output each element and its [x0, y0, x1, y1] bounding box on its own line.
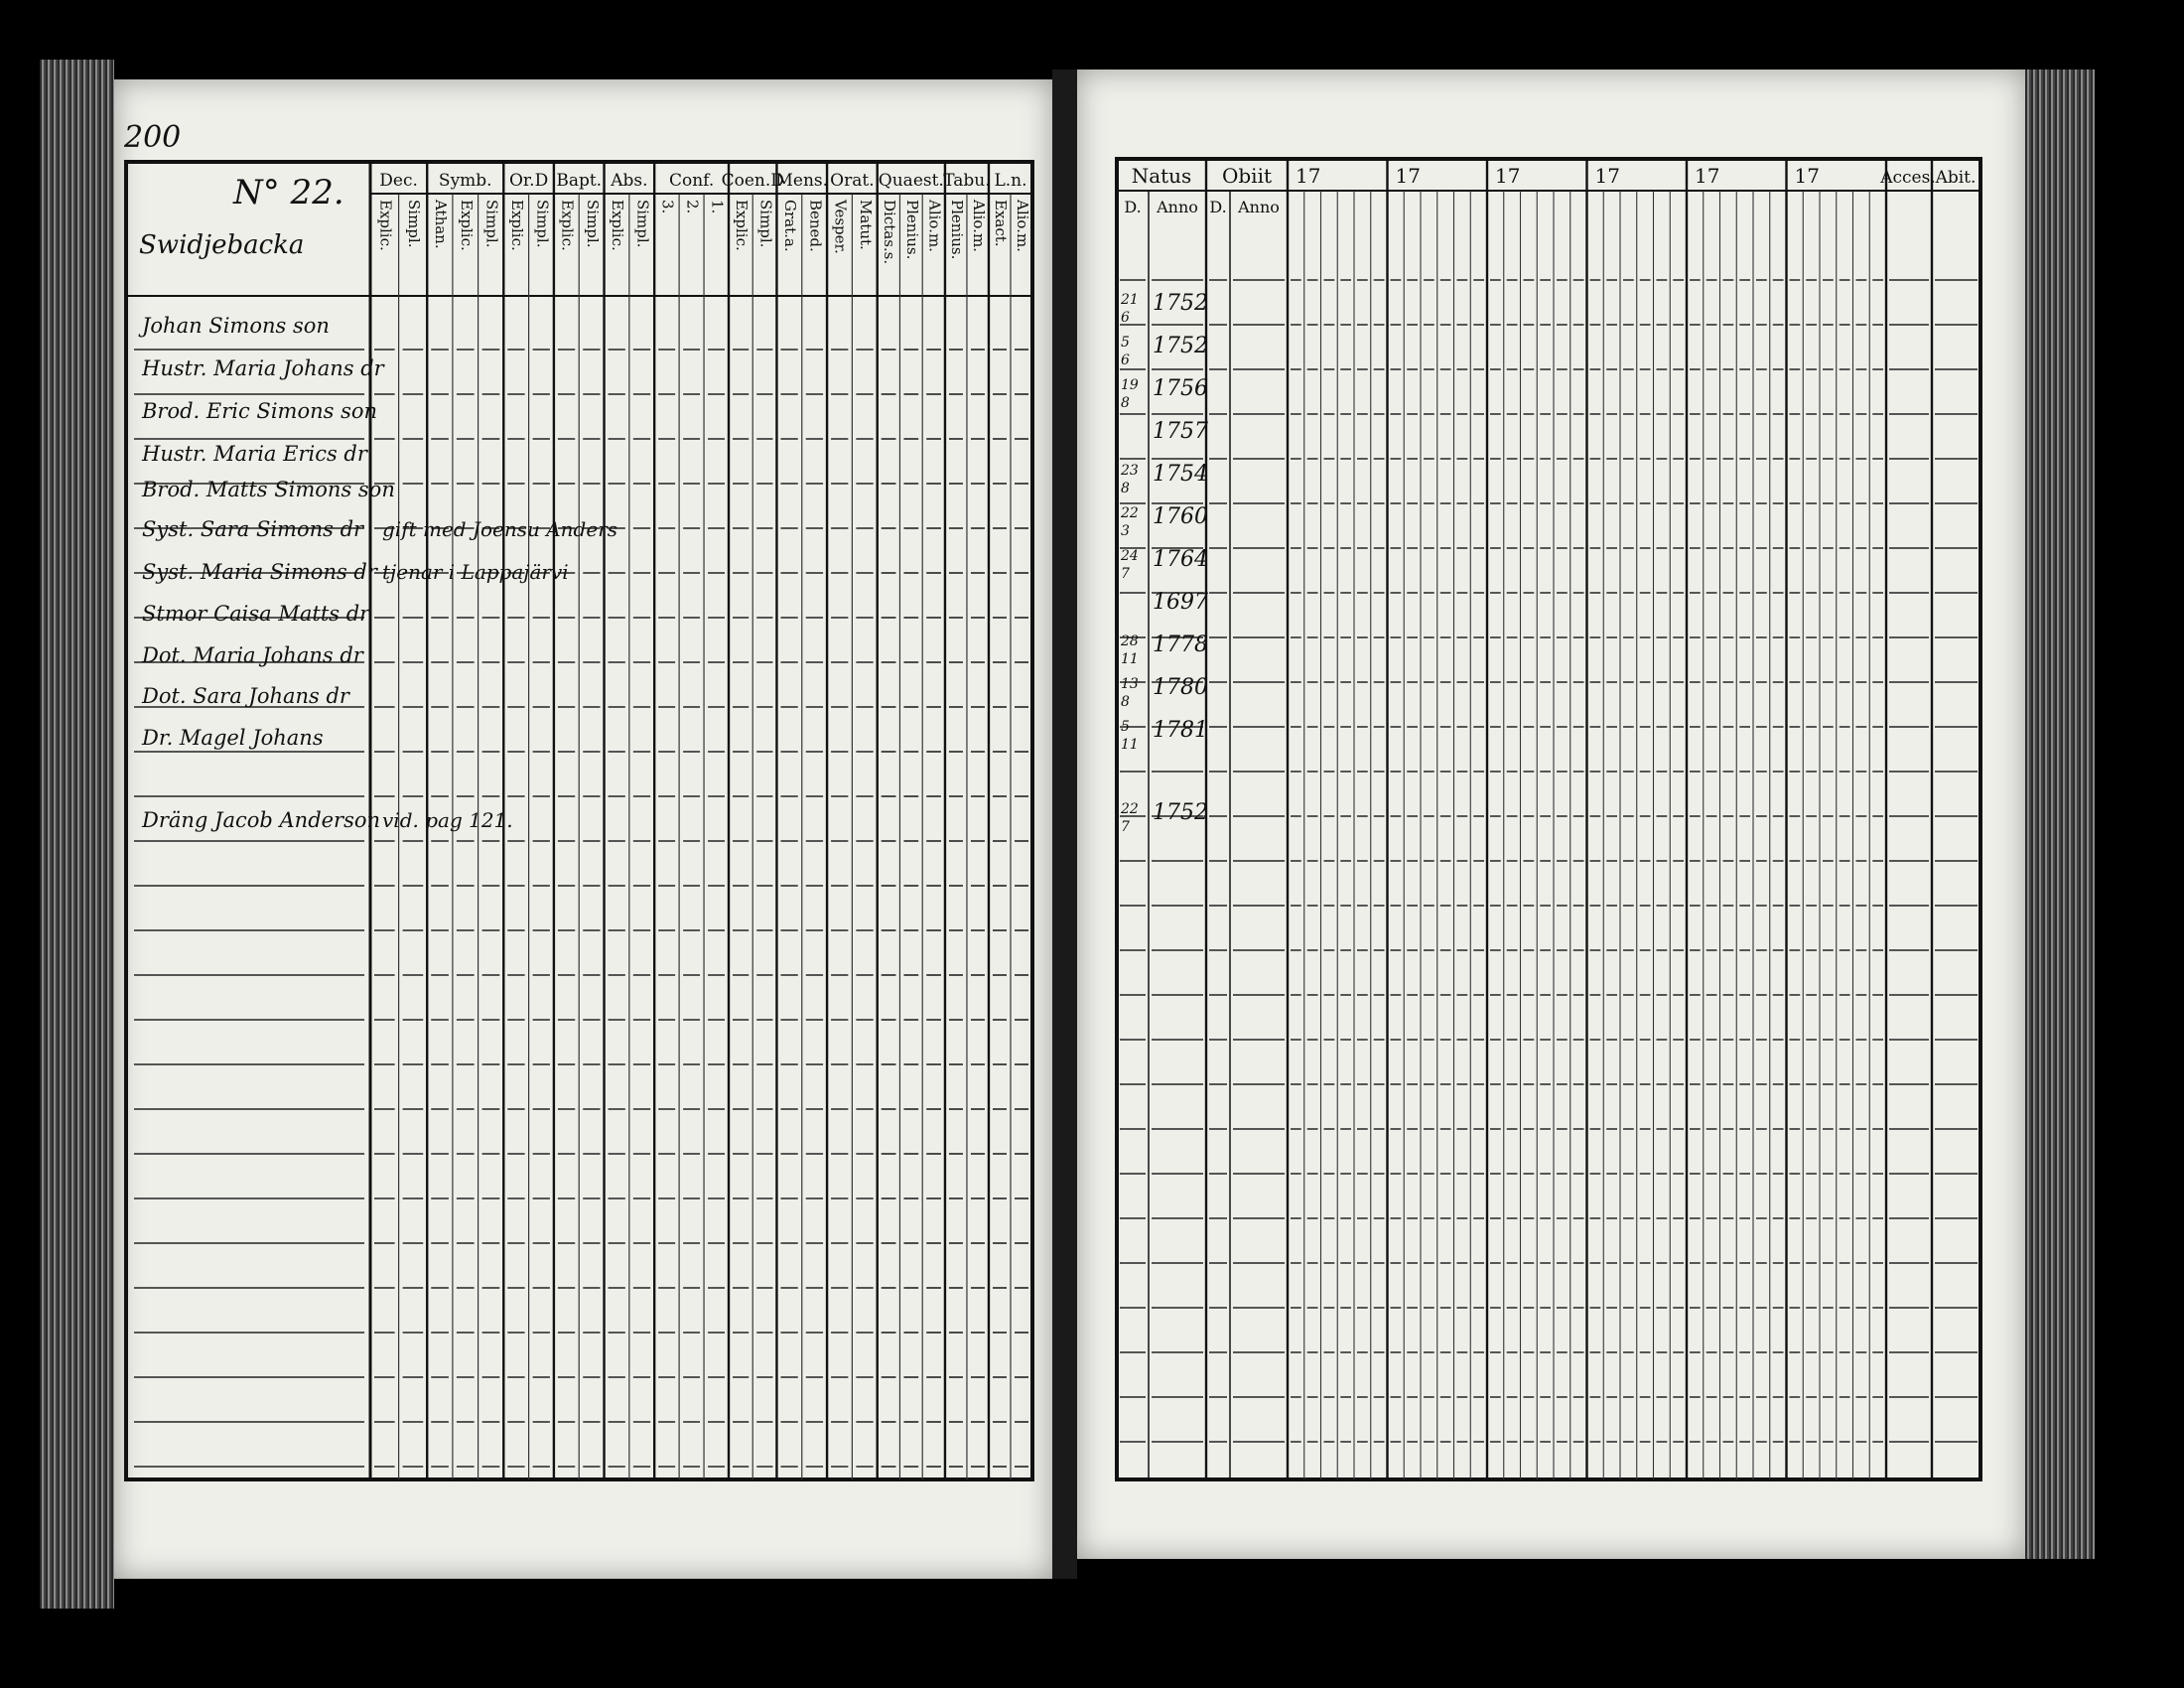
person-name: Brod. Eric Simons son: [142, 399, 378, 423]
column-group-label: Quaest.: [878, 171, 944, 191]
column-sub-label: Alio.m.: [1013, 200, 1031, 252]
column-group-label: Conf.: [668, 171, 715, 191]
person-name: Hustr. Maria Johans dr: [142, 356, 384, 380]
person-name: Dr. Magel Johans: [142, 726, 324, 750]
household-place: Swidjebacka: [139, 230, 305, 260]
obiit-day-label: D.: [1209, 198, 1227, 216]
natus-anno-label: Anno: [1157, 198, 1198, 216]
birth-day: 13: [1121, 676, 1139, 692]
birth-year: 1752: [1153, 800, 1208, 825]
birth-day: 24: [1121, 548, 1139, 564]
column-sub-label: Explic.: [457, 200, 476, 251]
column-sub-label: Explic.: [609, 200, 627, 251]
column-sub-label: Alio.m.: [969, 200, 988, 252]
right-register-table: [1077, 70, 2025, 1559]
column-group-label: Or.D: [508, 171, 549, 191]
column-sub-label: 3.: [658, 200, 677, 214]
birth-month: 11: [1121, 737, 1139, 753]
column-group-label: L.n.: [994, 171, 1027, 191]
column-sub-label: Alio.m.: [925, 200, 944, 252]
year-label: 17: [1296, 164, 1321, 188]
birth-month: 8: [1121, 481, 1130, 496]
column-sub-label: 2.: [683, 200, 702, 214]
person-name: Syst. Sara Simons dr: [142, 517, 364, 541]
column-group-label: Dec.: [379, 171, 418, 191]
birth-year: 1780: [1153, 675, 1208, 700]
person-note: gift med Joensu Anders: [382, 517, 618, 541]
table-frame: [1117, 159, 1980, 1479]
column-group-label: Orat.: [830, 171, 875, 191]
household-number: N° 22.: [233, 173, 344, 212]
book-edge-left: [40, 60, 114, 1609]
birth-day: 28: [1121, 633, 1139, 649]
birth-year: 1754: [1153, 462, 1208, 487]
abit-label: Abit.: [1935, 168, 1977, 188]
column-sub-label: Explic.: [507, 200, 526, 251]
obiit-label: Obiit: [1221, 164, 1273, 188]
column-sub-label: Explic.: [376, 200, 395, 251]
person-name: Syst. Maria Simons dr: [142, 560, 377, 584]
birth-day: 22: [1121, 505, 1139, 521]
birth-month: 6: [1121, 352, 1130, 368]
column-sub-label: Dictas.s.: [881, 200, 899, 265]
book-spine: [1052, 70, 1077, 1579]
birth-day: 19: [1121, 377, 1139, 393]
person-name: Brod. Matts Simons son: [142, 478, 395, 501]
person-name: Johan Simons son: [142, 314, 330, 338]
birth-day: 22: [1121, 801, 1139, 817]
column-group-label: Tabu.: [943, 171, 991, 191]
birth-year: 1764: [1153, 547, 1208, 572]
birth-month: 7: [1121, 819, 1130, 835]
column-sub-label: Grat.a.: [781, 200, 800, 252]
person-name: Dot. Sara Johans dr: [142, 684, 349, 708]
year-label: 17: [1495, 164, 1521, 188]
column-group-label: Symb.: [438, 171, 492, 191]
birth-year: 1697: [1153, 590, 1208, 615]
year-label: 17: [1695, 164, 1720, 188]
column-sub-label: Simpl.: [583, 200, 602, 248]
birth-month: 6: [1121, 310, 1130, 326]
birth-year: 1781: [1153, 718, 1208, 743]
column-sub-label: Vesper.: [831, 200, 850, 254]
person-name: Dräng Jacob Anderson: [142, 808, 381, 832]
birth-month: 11: [1121, 651, 1139, 667]
birth-day: 5: [1121, 719, 1130, 735]
birth-month: 3: [1121, 523, 1130, 539]
column-group-label: Abs.: [611, 171, 648, 191]
birth-month: 7: [1121, 566, 1130, 582]
year-label: 17: [1794, 164, 1820, 188]
person-name: Stmor Caisa Matts dr: [142, 602, 370, 626]
column-sub-label: 1.: [708, 200, 727, 214]
column-sub-label: Exact.: [991, 200, 1010, 247]
column-sub-label: Explic.: [733, 200, 751, 251]
obiit-anno-label: Anno: [1238, 198, 1280, 216]
year-label: 17: [1395, 164, 1421, 188]
birth-month: 8: [1121, 395, 1130, 411]
column-group-label: Bapt.: [556, 171, 603, 191]
person-note: tjenar i Lappajärvi: [382, 560, 569, 584]
column-sub-label: Matut.: [857, 200, 876, 250]
person-name: Dot. Maria Johans dr: [142, 643, 363, 667]
column-sub-label: Simpl.: [404, 200, 423, 248]
column-sub-label: Explic.: [558, 200, 577, 251]
birth-day: 5: [1121, 335, 1130, 351]
column-sub-label: Simpl.: [633, 200, 652, 248]
birth-year: 1757: [1153, 419, 1208, 444]
birth-year: 1778: [1153, 633, 1208, 657]
natus-label: Natus: [1131, 164, 1192, 188]
column-sub-label: Simpl.: [482, 200, 501, 248]
left-register-table: [114, 79, 1052, 1579]
column-sub-label: Plenius.: [902, 200, 921, 260]
person-note: vid. pag 121.: [382, 808, 513, 832]
birth-year: 1760: [1153, 504, 1208, 529]
natus-day-label: D.: [1124, 198, 1142, 216]
birth-day: 21: [1121, 292, 1139, 308]
column-sub-label: Athan.: [432, 200, 451, 249]
column-sub-label: Simpl.: [533, 200, 552, 248]
birth-month: 8: [1121, 694, 1130, 710]
acces-label: Acces.: [1880, 168, 1936, 188]
birth-year: 1752: [1153, 291, 1208, 316]
right-page: [1077, 70, 2025, 1559]
column-group-label: Coen.D: [721, 171, 784, 191]
column-sub-label: Bened.: [806, 200, 825, 252]
column-group-label: Mens.: [775, 171, 829, 191]
birth-day: 23: [1121, 463, 1139, 479]
book-edge-right: [2025, 70, 2095, 1559]
birth-year: 1752: [1153, 334, 1208, 358]
page-number: 200: [124, 120, 182, 155]
year-label: 17: [1594, 164, 1620, 188]
column-sub-label: Simpl.: [756, 200, 775, 248]
column-sub-label: Plenius.: [947, 200, 966, 260]
birth-year: 1756: [1153, 376, 1208, 401]
person-name: Hustr. Maria Erics dr: [142, 442, 367, 466]
left-page: [114, 79, 1052, 1579]
